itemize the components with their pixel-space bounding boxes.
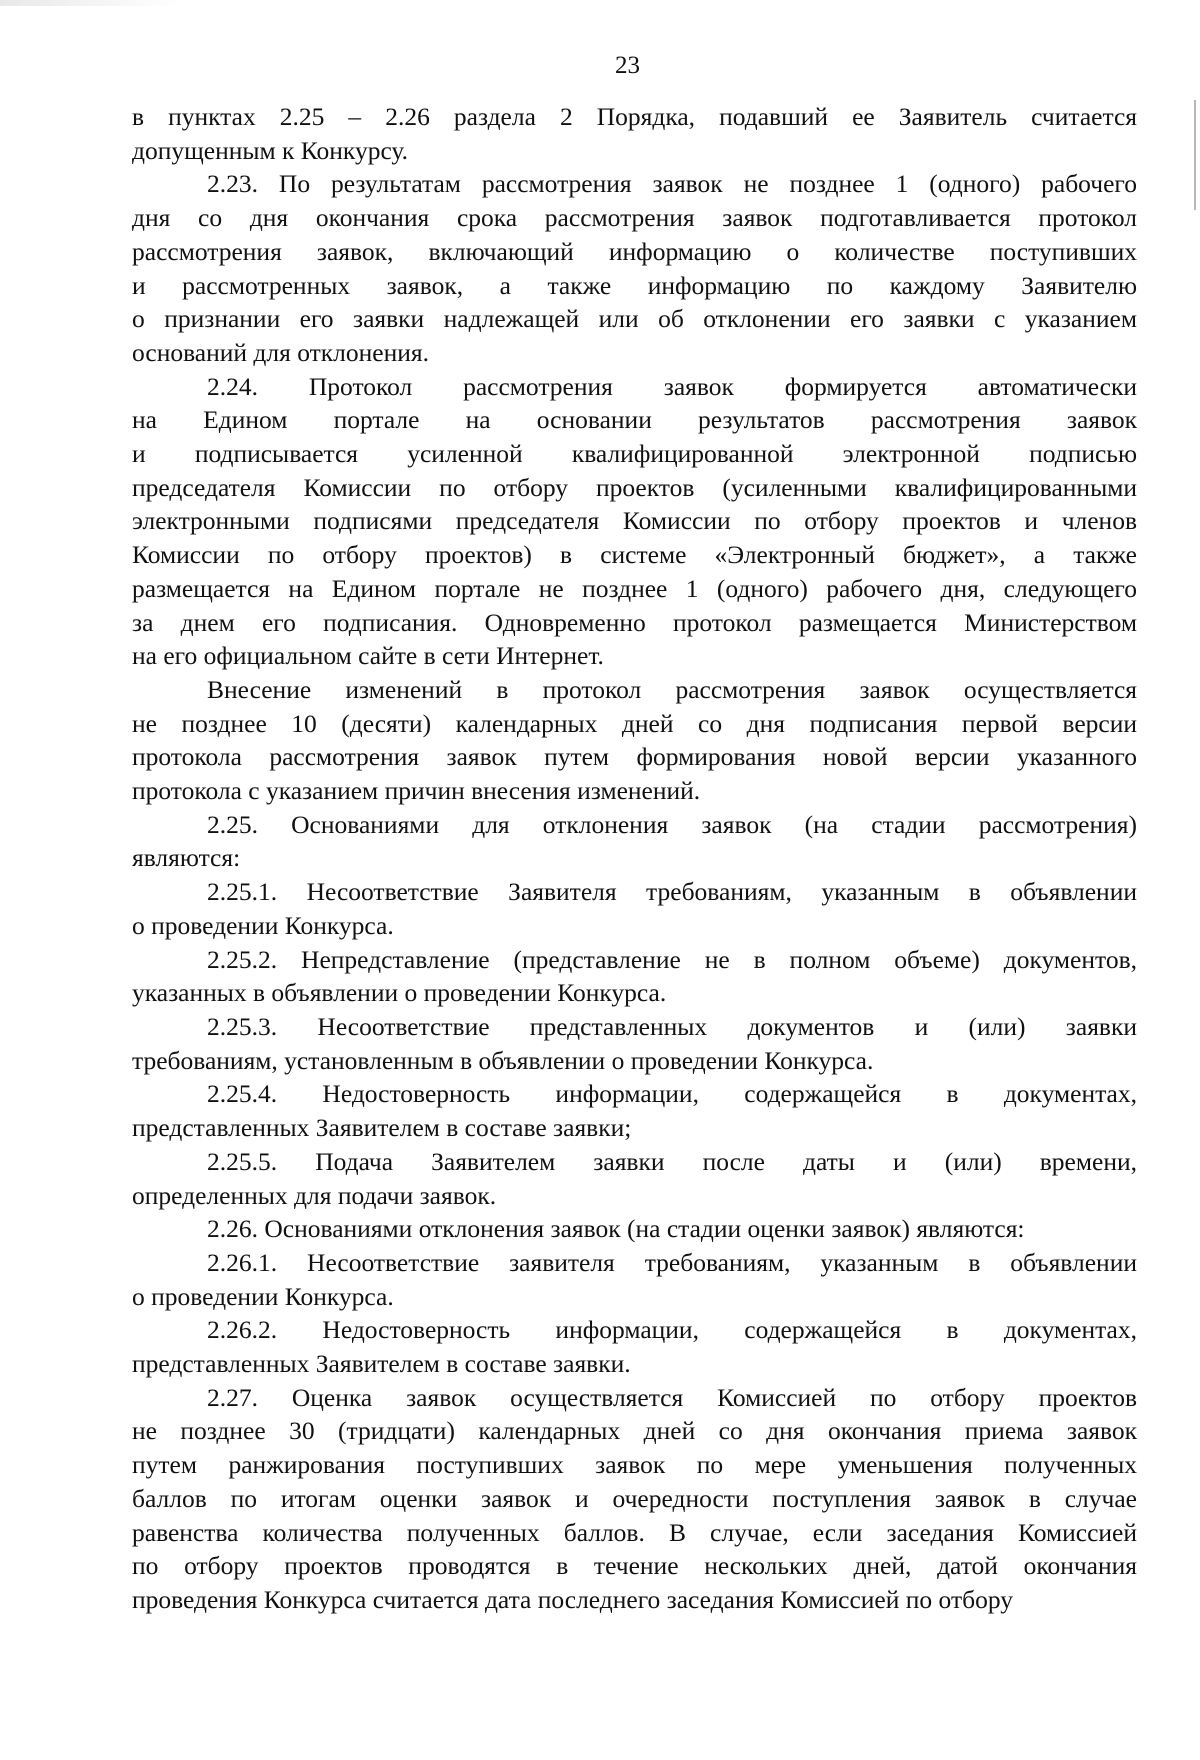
- text-line: 2.23. По результатам рассмотрения заявок не позднее 1 (одного) рабочего: [207, 169, 1137, 199]
- text-line: Комиссии по отбору проектов) в системе «Электронный бюджет», а также: [132, 540, 1137, 570]
- scan-artifact: [0, 0, 180, 6]
- text-line: определенных для подачи заявок.: [132, 1180, 497, 1210]
- text-line: 2.25.1. Несоответствие Заявителя требованиям, указанным в объявлении: [207, 877, 1137, 907]
- text-line: 2.26.1. Несоответствие заявителя требованиям, указанным в объявлении: [207, 1247, 1137, 1277]
- paragraph: [132, 370, 1137, 673]
- paragraph: [132, 808, 1137, 875]
- text-line: о признании его заявки надлежащей или об отклонении его заявки с указанием: [132, 304, 1137, 334]
- paragraph: [132, 1212, 1137, 1246]
- text-line: и рассмотренных заявок, а также информацию по каждому Заявителю: [132, 270, 1137, 300]
- paragraph: [132, 1145, 1137, 1212]
- text-line: представленных Заявителем в составе заявки.: [132, 1349, 631, 1379]
- paragraph: [132, 673, 1137, 808]
- text-line: допущенным к Конкурсу.: [132, 135, 408, 165]
- paragraph: [132, 1313, 1137, 1380]
- text-line: размещается на Едином портале не позднее 1 (одного) рабочего дня, следующего: [132, 573, 1137, 603]
- text-line: на его официальном сайте в сети Интернет.: [132, 641, 604, 671]
- text-line: рассмотрения заявок, включающий информацию о количестве поступивших: [132, 236, 1137, 266]
- text-line: по отбору проектов проводятся в течение нескольких дней, датой окончания: [132, 1551, 1137, 1581]
- paragraph: [132, 1077, 1137, 1144]
- text-line: не позднее 30 (тридцати) календарных дней со дня окончания приема заявок: [132, 1416, 1137, 1446]
- text-line: 2.25.4. Недостоверность информации, содержащейся в документах,: [207, 1079, 1137, 1109]
- text-line: требованиям, установленным в объявлении о проведении Конкурса.: [132, 1045, 874, 1075]
- text-line: 2.25.5. Подача Заявителем заявки после даты и (или) времени,: [207, 1146, 1137, 1176]
- text-line: протокола рассмотрения заявок путем формирования новой версии указанного: [132, 742, 1137, 772]
- paragraph: [132, 167, 1137, 369]
- text-line: 2.24. Протокол рассмотрения заявок формируется автоматически: [207, 371, 1137, 401]
- text-line: оснований для отклонения.: [132, 337, 430, 367]
- text-line: проведения Конкурса считается дата последнего заседания Комиссией по отбору: [132, 1584, 1013, 1614]
- text-line: 2.26.2. Недостоверность информации, содержащейся в документах,: [207, 1315, 1137, 1345]
- text-line: Внесение изменений в протокол рассмотрения заявок осуществляется: [207, 674, 1137, 704]
- text-line: представленных Заявителем в составе заявки;: [132, 1113, 632, 1143]
- text-line: 2.25. Основаниями для отклонения заявок (на стадии рассмотрения): [207, 809, 1137, 839]
- text-line: на Едином портале на основании результатов рассмотрения заявок: [132, 405, 1137, 435]
- scan-edge-mark: [1194, 100, 1196, 210]
- text-line: 2.26. Основаниями отклонения заявок (на стадии оценки заявок) являются:: [207, 1214, 1025, 1244]
- text-line: 2.27. Оценка заявок осуществляется Комиссией по отбору проектов: [207, 1382, 1137, 1412]
- paragraph: [132, 1246, 1137, 1313]
- paragraph: [132, 943, 1137, 1010]
- text-line: являются:: [132, 843, 241, 873]
- text-line: 2.25.2. Непредставление (представление не в полном объеме) документов,: [207, 944, 1137, 974]
- text-line: в пунктах 2.25 – 2.26 раздела 2 Порядка, подавший ее Заявитель считается: [132, 102, 1137, 131]
- text-line: путем ранжирования поступивших заявок по мере уменьшения полученных: [132, 1450, 1137, 1480]
- text-line: электронными подписями председателя Комиссии по отбору проектов и членов: [132, 506, 1137, 536]
- text-line: протокола с указанием причин внесения изменений.: [132, 776, 701, 806]
- paragraph: [132, 100, 1137, 167]
- text-line: о проведении Конкурса.: [132, 910, 394, 940]
- text-line: о проведении Конкурса.: [132, 1281, 394, 1311]
- paragraph: [132, 1010, 1137, 1077]
- text-line: и подписывается усиленной квалифицированной электронной подписью: [132, 439, 1137, 469]
- text-line: председателя Комиссии по отбору проектов (усиленными квалифицированными: [132, 472, 1137, 502]
- text-line: за днем его подписания. Одновременно протокол размещается Министерством: [132, 607, 1137, 637]
- paragraph: [132, 1381, 1137, 1617]
- page-number: 23: [615, 52, 640, 79]
- document-body: [132, 100, 1137, 1617]
- text-line: равенства количества полученных баллов. В случае, если заседания Комиссией: [132, 1517, 1137, 1547]
- text-line: баллов по итогам оценки заявок и очередности поступления заявок в случае: [132, 1483, 1137, 1513]
- text-line: не позднее 10 (десяти) календарных дней со дня подписания первой версии: [132, 708, 1137, 738]
- text-line: 2.25.3. Несоответствие представленных документов и (или) заявки: [207, 1011, 1137, 1041]
- text-line: указанных в объявлении о проведении Конкурса.: [132, 978, 667, 1008]
- text-line: дня со дня окончания срока рассмотрения заявок подготавливается протокол: [132, 203, 1137, 233]
- paragraph: [132, 875, 1137, 942]
